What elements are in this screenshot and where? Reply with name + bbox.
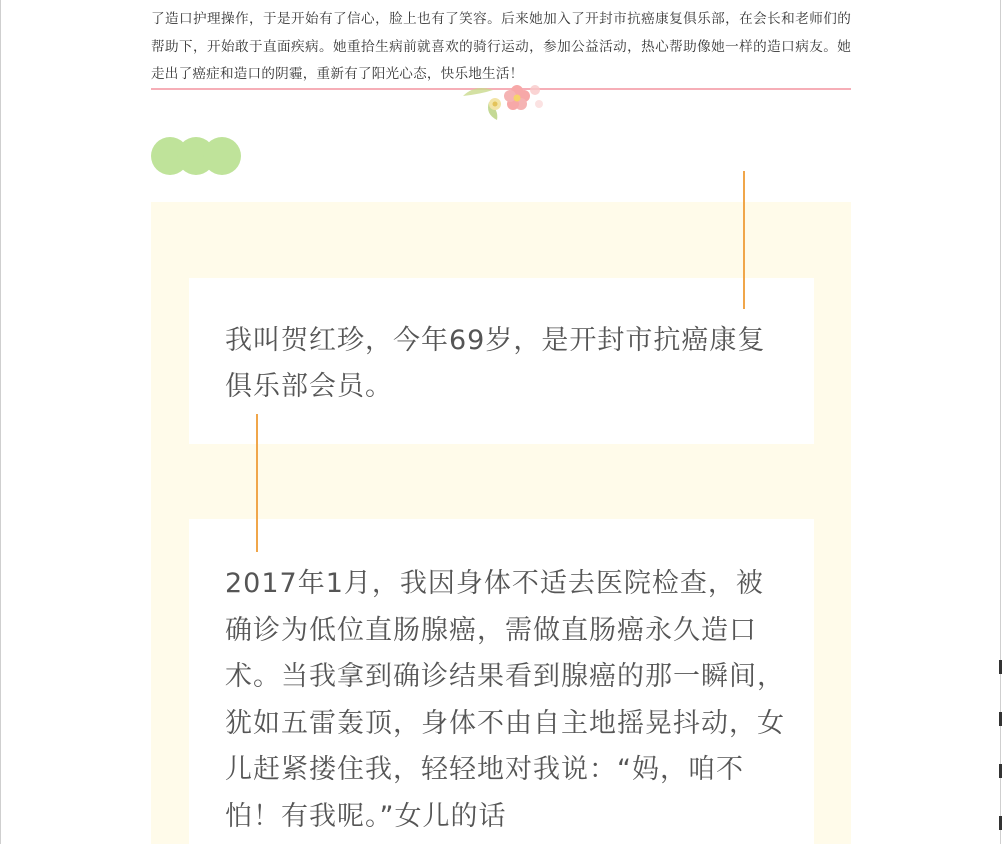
story-paragraph-diagnosis: 2017年1月，我因身体不适去医院检查，被确诊为低位直肠腺癌，需做直肠癌永久造口术。当我拿到确诊结果看到腺癌的那一瞬间，犹如五雷轰顶，身体不由自主地摇晃抖动，女儿赶紧搂住我，轻轻地对我说：“妈，咱不怕！有我呢。”女儿的话: [225, 568, 785, 832]
page-frame-left: [0, 0, 1, 844]
orange-connector-line-2: [256, 414, 258, 552]
orange-connector-line-1: [743, 171, 745, 309]
green-dots-icon: [151, 137, 241, 175]
story-paragraph-intro: 我叫贺红珍，今年69岁，是开封市抗癌康复俱乐部会员。: [225, 325, 766, 402]
flower-divider-icon: [455, 80, 550, 122]
intro-paragraph: 了造口护理操作，于是开始有了信心，脸上也有了笑容。后来她加入了开封市抗癌康复俱乐部，在会长和老师们的帮助下，开始敢于直面疾病。她重拾生病前就喜欢的骑行运动，参加公益活动，热心帮助像她一样的造口病友。她走出了癌症和造口的阴霾，重新有了阳光心态，快乐地生活！: [151, 11, 851, 82]
